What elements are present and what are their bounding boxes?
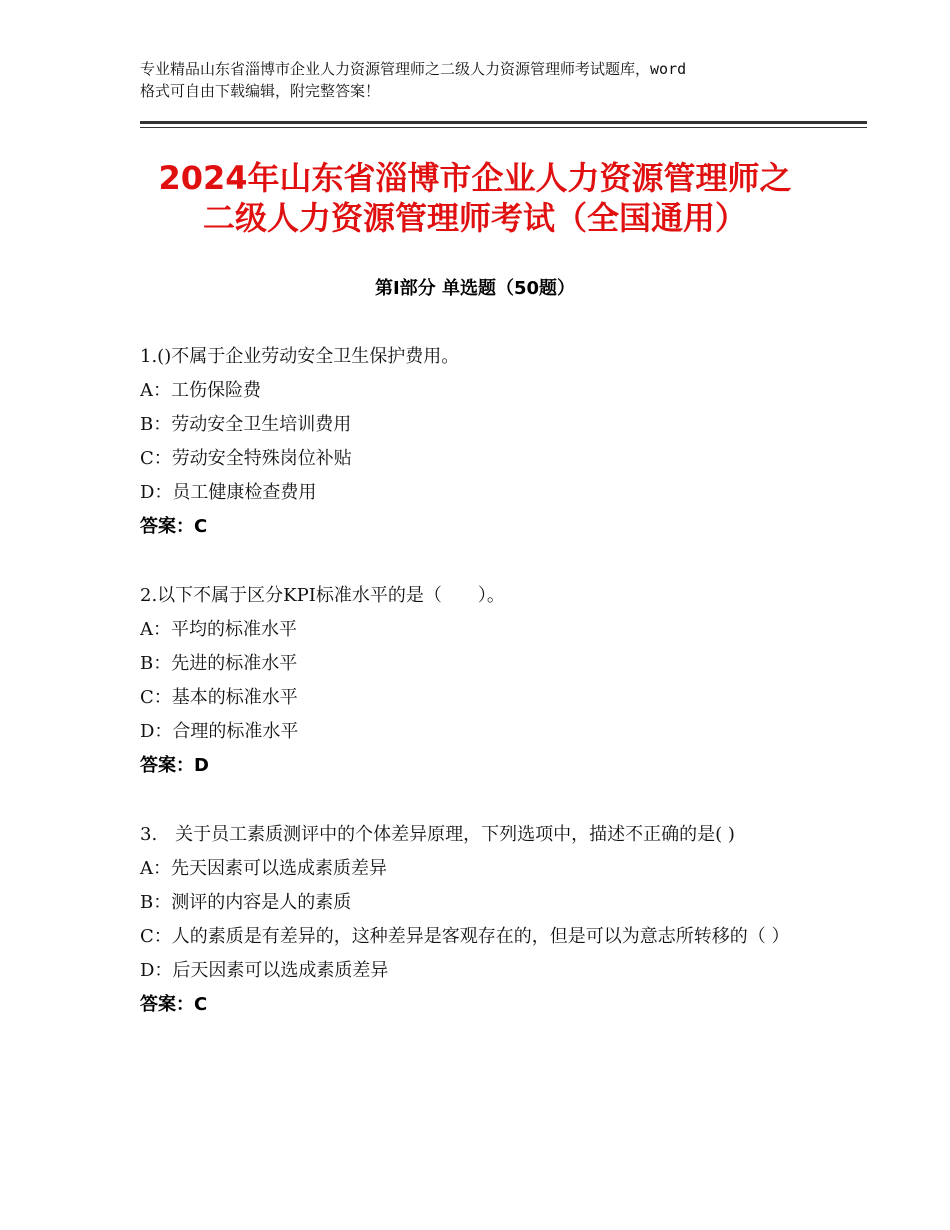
question-3 [140,818,820,1022]
option-d: D：后天因素可以选成素质差异 [140,960,389,981]
question-stem: 1.()不属于企业劳动安全卫生保护费用。 [140,346,460,367]
document-title [120,158,830,238]
answer: 答案：C [140,516,208,537]
question-stem: 3. 关于员工素质测评中的个体差异原理，下列选项中，描述不正确的是( ) [140,824,735,845]
option-a: A：工伤保险费 [140,380,261,401]
option-a: A：先天因素可以选成素质差异 [140,858,387,879]
question-1 [140,340,820,544]
option-b: B：先进的标准水平 [140,653,298,674]
header-note [140,58,820,102]
header-note-line-1: 专业精品山东省淄博市企业人力资源管理师之二级人力资源管理师考试题库，word [140,60,687,78]
document-title-line-2: 二级人力资源管理师考试（全国通用） [202,199,747,237]
option-b: B：劳动安全卫生培训费用 [140,414,352,435]
header-note-line-2: 格式可自由下载编辑，附完整答案！ [140,82,381,100]
question-stem: 2.以下不属于区分KPI标准水平的是（ ）。 [140,585,505,606]
header-divider-thick [140,121,867,124]
section-title: 第Ⅰ部分 单选题（50题） [374,278,575,299]
header-divider-thin [140,127,867,128]
answer: 答案：D [140,755,209,776]
option-b: B：测评的内容是人的素质 [140,892,352,913]
option-a: A：平均的标准水平 [140,619,297,640]
document-title-line-1: 2024年山东省淄博市企业人力资源管理师之 [158,159,792,197]
option-c: C：劳动安全特殊岗位补贴 [140,448,352,469]
answer: 答案：C [140,994,208,1015]
option-c: C：人的素质是有差异的，这种差异是客观存在的，但是可以为意志所转移的（ ） [140,926,790,947]
option-d: D：合理的标准水平 [140,721,299,742]
option-c: C：基本的标准水平 [140,687,298,708]
question-2 [140,579,820,783]
option-d: D：员工健康检查费用 [140,482,317,503]
